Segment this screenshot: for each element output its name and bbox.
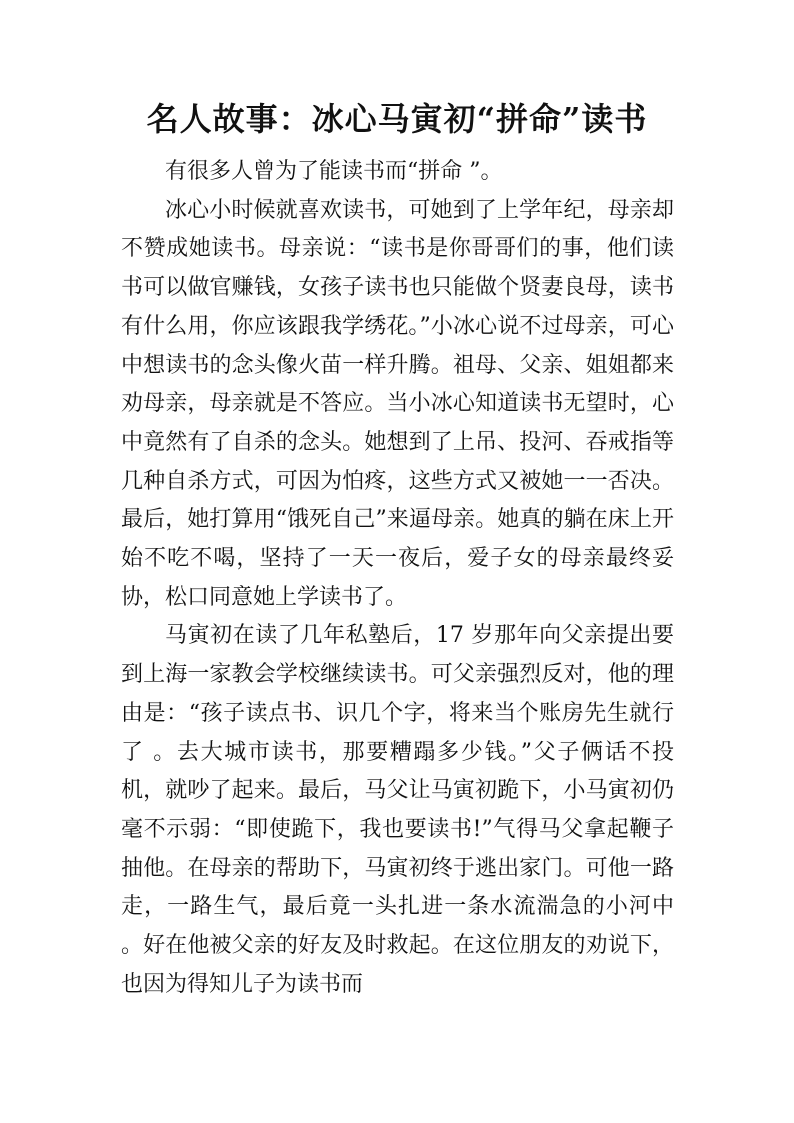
paragraph-bingxin: 冰心小时候就喜欢读书，可她到了上学年纪，母亲却不赞成她读书。母亲说：“读书是你哥哥们的事，他们读书可以做官赚钱，女孩子读书也只能做个贤妻良母，读书有什么用，你应该跟我学绣花。”小冰心说不过母亲，可心中想读书的念头像火苗一样升腾。祖母、父亲、姐姐都来劝母亲，母亲就是不答应。当小冰心知道读书无望时，心中竟然有了自杀的念头。她想到了上吊、投河、吞戒指等几种自杀方式，可因为怕疼，这些方式又被她一一否决。最后，她打算用“饿死自己”来逼母亲。她真的躺在床上开始不吃不喝，坚持了一天一夜后，爱子女的母亲最终妥协，松口同意她上学读书了。 bbox=[121, 197, 674, 610]
paragraph-mayinchu: 马寅初在读了几年私塾后，17 岁那年向父亲提出要到上海一家教会学校继续读书。可父亲强烈反对，他的理由是：“孩子读点书、识几个字，将来当个账房先生就行了 。去大城市读书，那要糟蹋多少钱。”父子俩话不投机，就吵了起来。最后，马父让马寅初跪下，小马寅初仍毫不示弱：“即使跪下，我也要读书!”气得马父拿起鞭子抽他。在母亲的帮助下，马寅初终于逃出家门。可他一路走，一路生气，最后竟一头扎进一条水流湍急的小河中 。好在他被父亲的好友及时救起。在这位朋友的劝说下，也因为得知儿子为读书而 bbox=[121, 623, 674, 997]
document-body bbox=[121, 153, 674, 1004]
document-title: 名人故事：冰心马寅初“拼命”读书 bbox=[146, 100, 648, 138]
paragraph-intro: 有很多人曾为了能读书而“拼命 ”。 bbox=[165, 159, 503, 184]
